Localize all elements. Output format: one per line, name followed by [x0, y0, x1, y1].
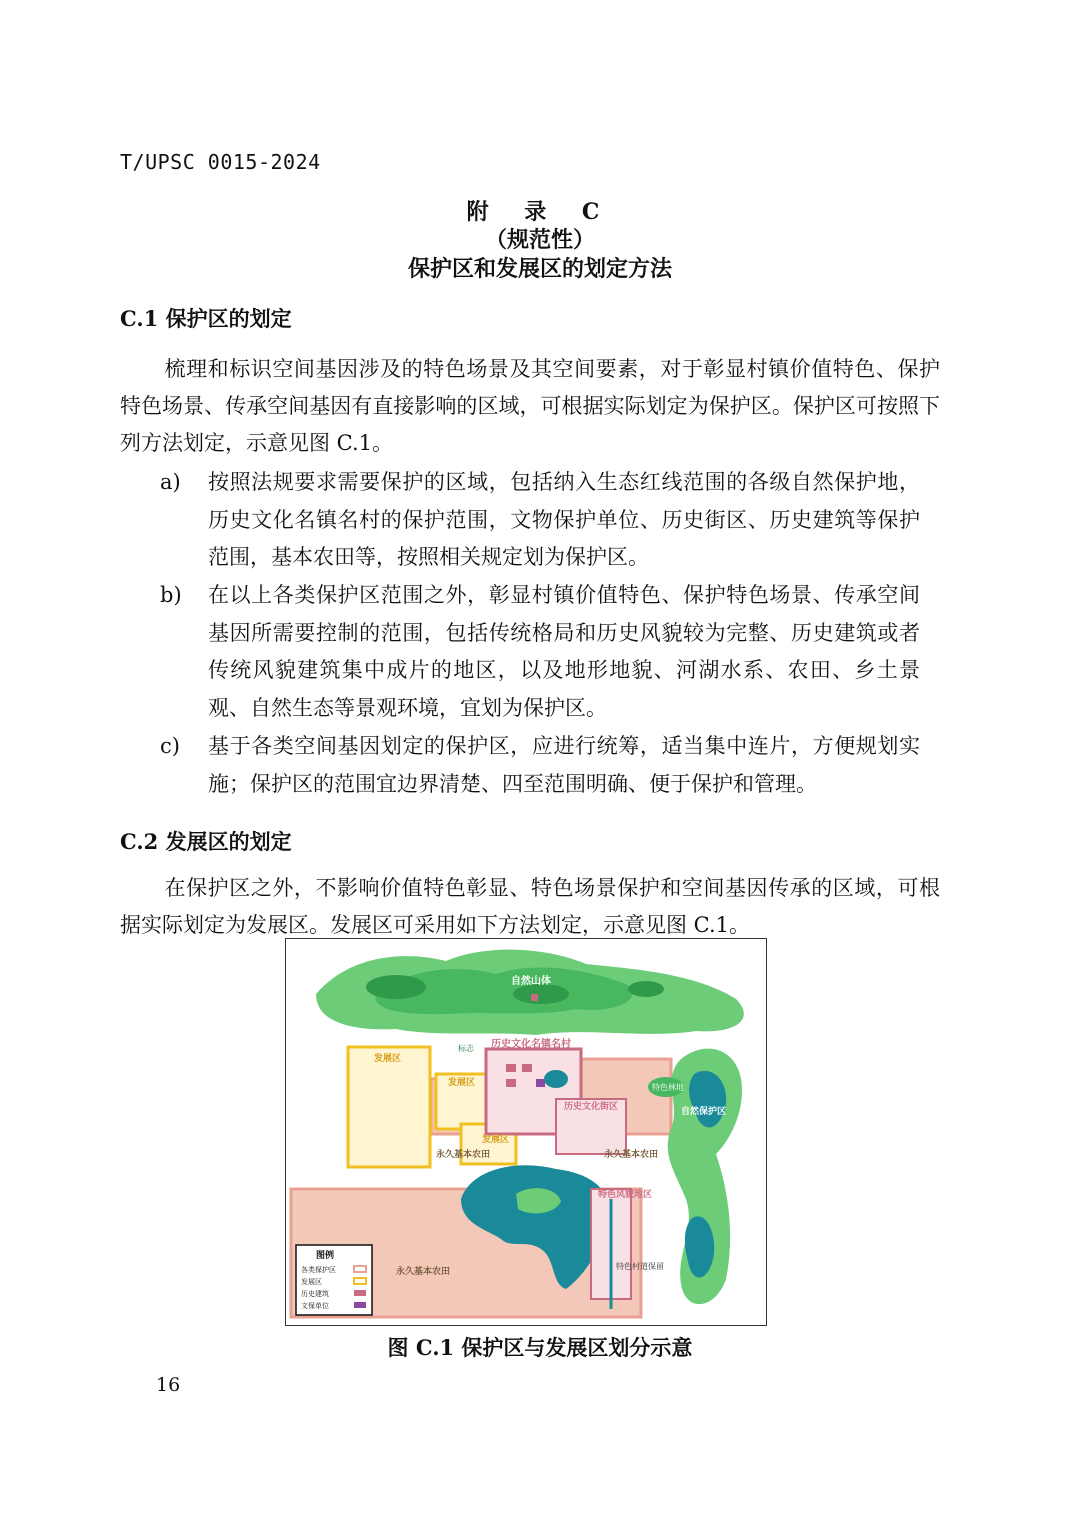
section-c1-intro-text: 梳理和标识空间基因涉及的特色场景及其空间要素，对于彰显村镇价值特色、保护特色场景、传承空间基因有直接影响的区域，可根据实际划定为保护区。保护区可按照下列方法划定，示意见图 C.1。 [120, 357, 940, 455]
map-label-road: 特色村道保留 [616, 1262, 664, 1271]
map-label-style: 特色风貌地区 [598, 1190, 653, 1200]
map-label-block: 历史文化街区 [564, 1102, 619, 1112]
list-item-text: 基于各类空间基因划定的保护区，应进行统筹，适当集中连片，方便规划实施；保护区的范围宜边界清楚、四至范围明确、便于保护和管理。 [208, 734, 920, 796]
legend-label: 历史建筑 [301, 1290, 329, 1298]
list-item-marker: a) [160, 470, 181, 494]
list-item-text: 在以上各类保护区范围之外，彰显村镇价值特色、保护特色场景、传承空间基因所需要控制的范围，包括传统格局和历史风貌较为完整、历史建筑或者传统风貌建筑集中成片的地区，以及地形地貌、河湖水系、农田、乡土景观、自然生态等景观环境，宜划为保护区。 [208, 583, 920, 720]
map-label-farm2: 永久基本农田 [604, 1150, 659, 1160]
legend-swatch [354, 1290, 366, 1296]
map-label-dev2: 发展区 [448, 1078, 476, 1088]
mountain-peak [513, 984, 569, 1004]
figure-caption: 图 C.1 保护区与发展区划分示意 [387, 1335, 693, 1360]
map-label-heritage: 历史文化名镇名村 [491, 1039, 571, 1050]
mountain-peak [628, 981, 664, 997]
legend-label: 文保单位 [301, 1302, 329, 1310]
standard-code: T/UPSC 0015-2024 [120, 150, 321, 174]
zoning-map-figure [285, 938, 767, 1326]
historic-building [506, 1079, 516, 1087]
historic-building [522, 1064, 532, 1072]
map-label-mountain: 自然山体 [511, 976, 551, 987]
section-c1-intro [120, 351, 940, 462]
pond [544, 1070, 568, 1088]
legend-title: 图例 [316, 1251, 335, 1261]
map-label-farm3: 永久基本农田 [396, 1267, 451, 1277]
section-c2-intro-text: 在保护区之外，不影响价值特色彰显、特色场景保护和空间基因传承的区域，可根据实际划定为发展区。发展区可采用如下方法划定，示意见图 C.1。 [120, 876, 940, 937]
mountain-peak [366, 975, 426, 999]
list-item-marker: b) [160, 583, 182, 607]
development-zone [348, 1047, 430, 1167]
section-c2-intro [120, 870, 940, 944]
zoning-map [286, 939, 766, 1325]
section-c1-heading: C.1 保护区的划定 [120, 306, 292, 331]
page-number: 16 [156, 1374, 181, 1396]
map-label-forest: 特色林地 [652, 1083, 684, 1092]
legend-label: 发展区 [301, 1278, 322, 1286]
map-label-farm1: 永久基本农田 [436, 1150, 491, 1160]
appendix-name: 保护区和发展区的划定方法 [407, 256, 672, 282]
historic-building [506, 1064, 516, 1072]
section-c2-heading: C.2 发展区的划定 [120, 829, 292, 854]
list-item [120, 577, 920, 728]
list-item [120, 464, 920, 577]
list-item-marker: c) [160, 734, 180, 758]
map-label-dev1: 发展区 [374, 1054, 402, 1064]
map-label-dev3: 发展区 [482, 1135, 510, 1145]
list-item [120, 728, 920, 804]
legend-swatch [354, 1302, 366, 1308]
legend-label: 各类保护区 [301, 1266, 336, 1274]
map-legend [296, 1245, 372, 1315]
list-item-text: 按照法规要求需要保护的区域，包括纳入生态红线范围的各级自然保护地，历史文化名镇名村的保护范围，文物保护单位、历史街区、历史建筑等保护范围，基本农田等，按照相关规定划为保护区。 [208, 470, 920, 569]
map-label-reserve: 自然保护区 [681, 1107, 727, 1117]
appendix-type: （规范性） [484, 227, 595, 253]
cultural-relic-site [536, 1079, 545, 1087]
map-label-landmark: 标志 [458, 1044, 474, 1053]
appendix-title: 附 录 C [466, 199, 614, 225]
heritage-site-marker [531, 994, 538, 1001]
